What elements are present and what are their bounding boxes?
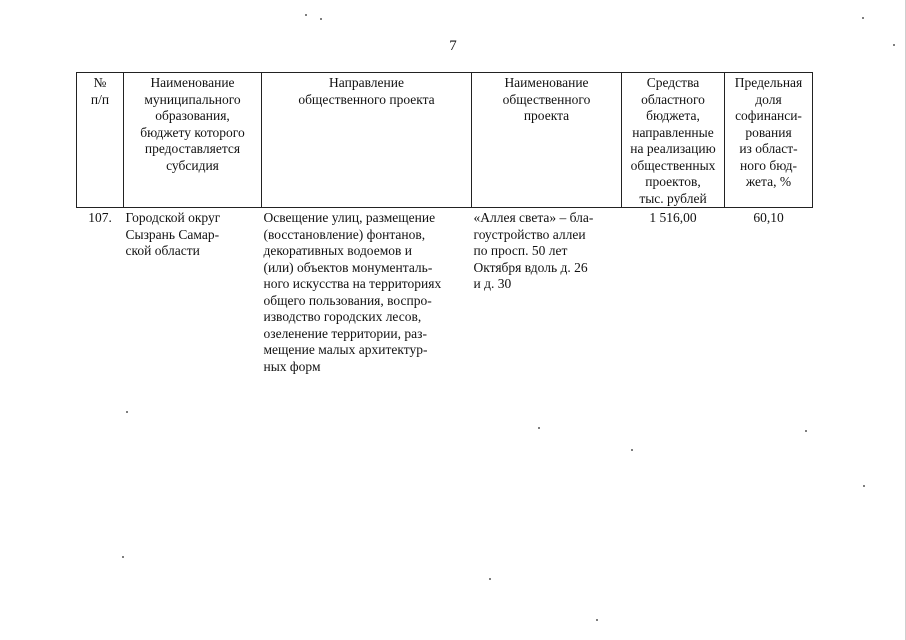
table-row xyxy=(77,208,813,376)
header-row xyxy=(77,73,813,208)
scan-speck xyxy=(126,411,128,413)
header-project-name: Наименование общественного проекта xyxy=(472,73,622,208)
table-header xyxy=(77,73,813,208)
scan-speck xyxy=(863,485,865,487)
scan-speck xyxy=(122,556,124,558)
row-municipality: Городской округ Сызрань Самар- ской области xyxy=(125,210,221,258)
scan-speck xyxy=(893,44,895,46)
scan-speck xyxy=(320,18,322,20)
table-body xyxy=(77,208,813,376)
header-direction: Направление общественного проекта xyxy=(262,73,472,208)
row-number: 107. xyxy=(88,210,112,225)
header-number: № п/п xyxy=(77,73,124,208)
scan-speck xyxy=(631,449,633,451)
scan-speck xyxy=(489,578,491,580)
header-municipality: Наименование муниципального образования, бюджету которого предоставляется субсидия xyxy=(124,73,262,208)
row-direction: Освещение улиц, размещение (восстановление) фонтанов, декоративных водоемов и (или) объектов монументаль- ного искусства на территориях общего пользования, воспро- изводство городских лесов, озеленение территории, раз- мещение малых архитектур- ных форм xyxy=(263,210,442,374)
row-funds: 1 516,00 xyxy=(649,210,697,225)
scan-speck xyxy=(805,430,807,432)
scan-speck xyxy=(596,619,598,621)
scan-speck xyxy=(305,14,307,16)
header-funds: Средства областного бюджета, направленные на реализацию общественных проектов, тыс. рублей xyxy=(622,73,725,208)
subsidy-table xyxy=(76,72,813,375)
header-share: Предельная доля софинанси- рования из област- ного бюд- жета, % xyxy=(725,73,813,208)
row-project-name: «Аллея света» – бла- гоустройство аллеи по просп. 50 лет Октября вдоль д. 26 и д. 30 xyxy=(473,210,594,291)
page-number: 7 xyxy=(449,38,457,54)
scan-speck xyxy=(862,17,864,19)
scan-speck xyxy=(538,427,540,429)
row-share: 60,10 xyxy=(753,210,784,225)
